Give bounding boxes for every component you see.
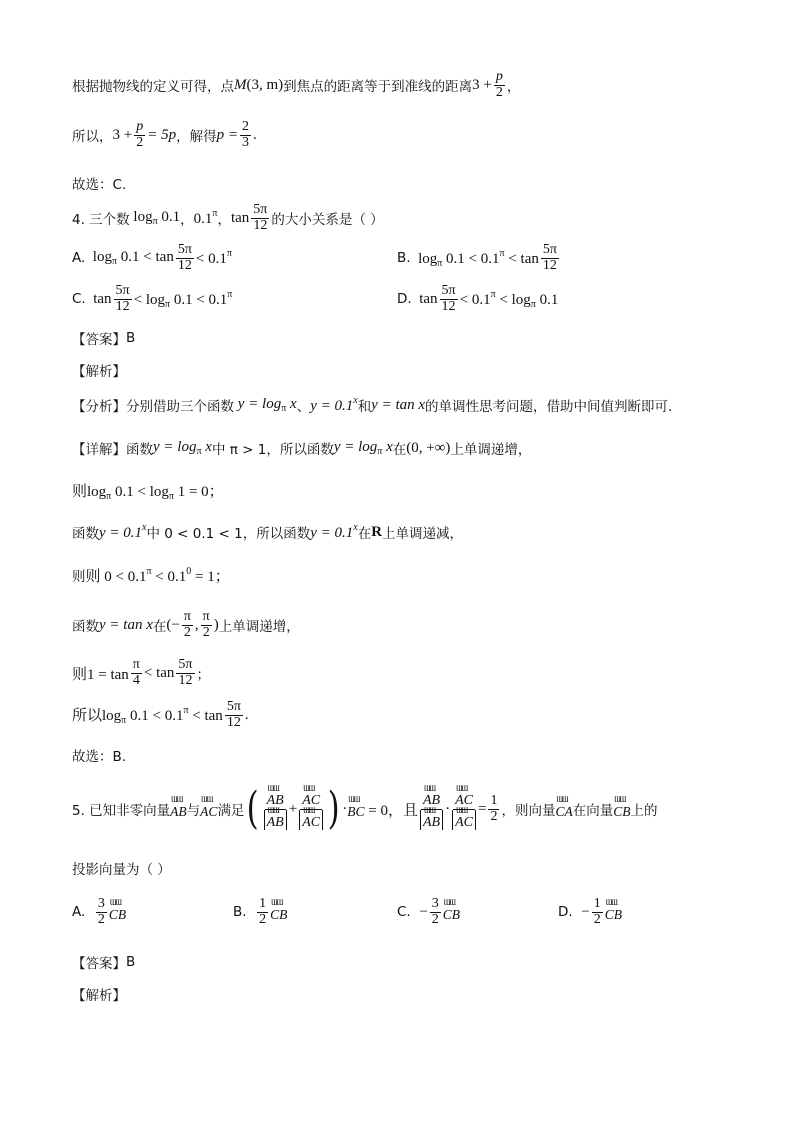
- prev-text: 所以，: [72, 129, 113, 146]
- q4-detail-7: 所以$\log_\pi 0.1 < 0.1^\pi < \tan$ $\frac{5\pi}{12}$ .: [72, 699, 249, 730]
- q4-answer: [72, 328, 135, 348]
- point-M: M: [234, 76, 247, 93]
- q5-answer: 【答案】 B: [72, 954, 136, 972]
- q4-option-d[interactable]: D. tan $\frac{5\pi}{12}$ < $0.1^\pi < \log_\pi 0.1$: [397, 283, 559, 314]
- prev-line-1: [72, 70, 520, 100]
- q4-detail-2: 则$\log_\pi 0.1 < \log_\pi 1 = 0$；: [72, 484, 224, 502]
- expr: p =: [216, 126, 238, 143]
- q5-option-c[interactable]: C. − $\frac{3}{2}$ ƜƜ CB: [397, 897, 460, 927]
- punct: ，: [506, 79, 521, 96]
- answer-tag: 【答案】: [72, 332, 126, 348]
- punct: .: [252, 126, 257, 143]
- q5-option-b[interactable]: B. $\frac{1}{2}$ ƜƜ CB: [233, 897, 287, 927]
- vector-CB: ƜƜ CB: [613, 798, 630, 820]
- vector-AB: ƜƜ AB: [170, 798, 187, 820]
- q5-stem: 5. 已知非零向量 ƜƜ AB 与 ƜƜ AC 满足 ( ƜƜ AB ƜƜ AB + ƜƜ AC ƜƜ AC ) · ƜƜ BC = 0，且 ƜƜ AB ƜƜ AB · ƜƜ AC ƜƜ AC = $\frac{1}{2}$ ，则向量 ƜƜ CA 在向量 ƜƜ CB 上的: [72, 780, 657, 838]
- q4-detail-5: 函数 y = tan x 在 (− $\frac{\pi}{2}$ , $\frac{\pi}{2}$ ) 上单调递增，: [72, 609, 300, 640]
- q4-detail-6: 则1 = tan $\frac{\pi}{4}$ < tan $\frac{5\pi}{12}$ ；: [72, 657, 210, 688]
- point-coord: (3, m): [246, 76, 284, 93]
- fraction-p-over-2: $\frac{p}{2}$: [495, 69, 503, 100]
- prev-text: ，解得: [176, 129, 217, 146]
- question-text: 的大小关系是（ ）: [271, 212, 384, 229]
- q5-option-a[interactable]: A. $\frac{3}{2}$ ƜƜ CB: [72, 897, 126, 927]
- vector-AC: ƜƜ AC: [200, 798, 217, 820]
- prev-line-2: [72, 120, 257, 150]
- q4-detail-1: 【详解】 函数 $y = \log_\pi x$ 中 π > 1，所以函数 $y = \log_\pi x$ 在 (0, +∞) 上单调递增，: [72, 439, 532, 458]
- q4-option-b[interactable]: B. $\log_\pi 0.1 < 0.1^\pi < \tan$ $\frac{5\pi}{12}$: [397, 242, 557, 273]
- answer-text: 故选：C.: [72, 177, 127, 193]
- fraction-p-over-2: $\frac{p}{2}$: [136, 119, 144, 150]
- q5-stem-line-2: 投影向量为（ ）: [72, 862, 171, 878]
- vector-BC: ƜƜ BC: [347, 798, 364, 820]
- expr: = 5p: [147, 126, 177, 143]
- q4-analysis-tag: 【解析】: [72, 364, 126, 380]
- vector-CA: ƜƜ CA: [555, 798, 572, 820]
- expr: 3 +: [472, 76, 492, 93]
- expr: 3 +: [112, 126, 133, 143]
- prev-text: 根据抛物线的定义可得，点: [72, 79, 234, 96]
- q4-detail-3: 函数 $y = 0.1^x$ 中 0 < 0.1 < 1，所以函数 $y = 0.1^x$ 在 R 上单调递减，: [72, 522, 464, 542]
- question-number: 4. 三个数: [72, 212, 130, 229]
- q4-option-a[interactable]: A. $\log_\pi 0.1 < \tan$ $\frac{5\pi}{12}$ < $0.1^\pi$: [72, 242, 232, 273]
- q5-analysis-tag: 【解析】: [72, 988, 126, 1004]
- q4-detail-4: 则则 $0 < 0.1^\pi < 0.1^0 = 1$；: [72, 566, 230, 585]
- q4-option-c[interactable]: C. tan $\frac{5\pi}{12}$ < $\log_\pi 0.1 < 0.1^\pi$: [72, 283, 233, 314]
- prev-answer: [72, 173, 126, 193]
- q4-stem: 4. 三个数 $\log_\pi 0.1$ ， $0.1^\pi$ ， tan $\frac{5\pi}{12}$ 的大小关系是（ ）: [72, 202, 384, 233]
- prev-text: 到焦点的距离等于到准线的距离: [283, 79, 473, 96]
- fraction-5pi-12: $\frac{5\pi}{12}$: [253, 202, 268, 233]
- fraction-2-over-3: $\frac{2}{3}$: [241, 119, 249, 150]
- answer-value: B: [126, 330, 136, 346]
- q4-fenxi: 【分析】 分别借助三个函数 $y = \log_\pi x$ 、 $y = 0.1^x$ 和 y = tan x 的单调性思考问题，借助中间值判断即可.: [72, 395, 673, 415]
- q4-final-answer: 故选：B.: [72, 749, 127, 765]
- q5-option-d[interactable]: D. − $\frac{1}{2}$ ƜƜ CB: [558, 897, 622, 927]
